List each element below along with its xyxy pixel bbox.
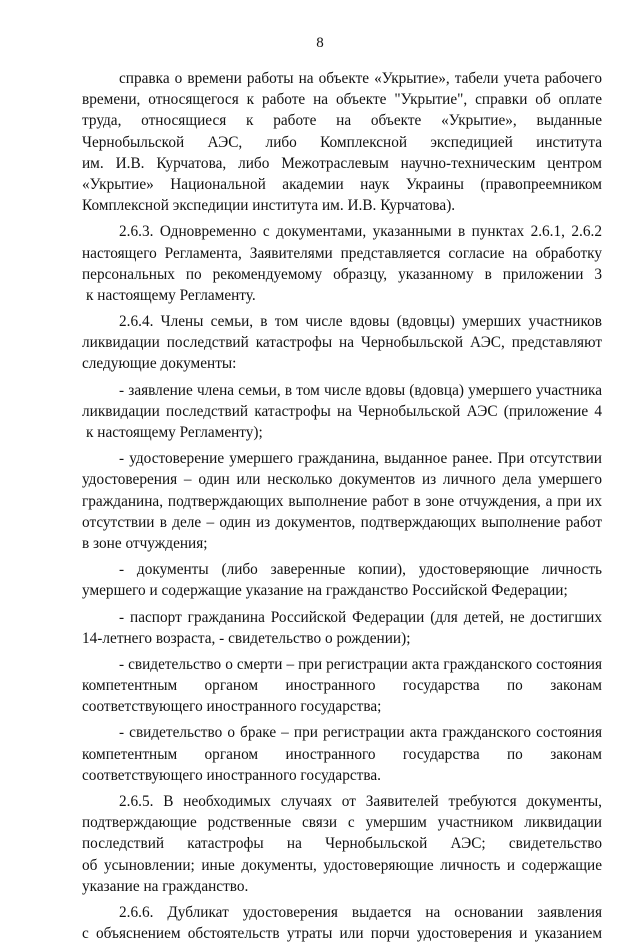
text-line: 2.6.6. Дубликат удостоверения выдается на основании заявления (119, 903, 602, 921)
text-line: - документы (либо заверенные копии), удостоверяющие личность (119, 561, 602, 579)
paragraph (82, 722, 602, 786)
text-line: - свидетельство о браке – при регистрации акта гражданского состояния (119, 724, 602, 742)
text-line: соответствующего иностранного государства. (82, 766, 381, 784)
text-line: об усыновлении; иные документы, удостоверяющие личность и содержащие (82, 856, 602, 874)
text-line: к настоящему Регламенту); (86, 424, 263, 441)
text-line: - заявление члена семьи, в том числе вдовы (вдовца) умершего участника (119, 381, 602, 399)
paragraph (82, 559, 602, 601)
text-line: умершего и содержащие указание на гражданство Российской Федерации; (82, 582, 568, 600)
text-line: следующие документы: (82, 355, 237, 373)
text-line: удостоверения – один или несколько документов из личного дела умершего (82, 471, 602, 489)
text-line: им. И.В. Курчатова, либо Межотраслевым научно-техническим центром (82, 154, 602, 172)
text-line: подтверждающие родственные связи с умершим участником ликвидации (82, 814, 602, 832)
text-line: времени, относящегося к работе на объекте "Укрытие", справки об оплате (82, 91, 602, 109)
text-line: компетентным органом иностранного государства по законам (82, 745, 602, 763)
text-line: 2.6.5. В необходимых случаях от Заявителей требуются документы, (119, 793, 602, 810)
text-line: - свидетельство о смерти – при регистрации акта гражданского состояния (119, 655, 602, 673)
text-line: персональных по рекомендуемому образцу, указанному в приложении 3 (82, 265, 602, 283)
paragraph (82, 68, 602, 216)
text-line: ликвидации последствий катастрофы на Чернобыльской АЭС (приложение 4 (82, 402, 602, 420)
text-line: - удостоверение умершего гражданина, выданное ранее. При отсутствии (119, 450, 602, 468)
text-line: отсутствии в деле – один из документов, подтверждающих выполнение работ (82, 513, 602, 531)
text-line: компетентным органом иностранного государства по законам (82, 677, 602, 695)
text-line: настоящего Регламента, Заявителями представляется согласие на обработку (82, 244, 602, 262)
paragraph (82, 791, 602, 897)
paragraph (82, 448, 602, 554)
document-body (82, 68, 602, 949)
text-line: 2.6.3. Одновременно с документами, указанными в пунктах 2.6.1, 2.6.2 (119, 223, 602, 241)
text-line: с объяснением обстоятельств утраты или порчи удостоверения и указанием (82, 925, 602, 943)
paragraph (82, 380, 602, 444)
text-line: «Укрытие» Национальной академии наук Украины (правопреемником (82, 175, 602, 193)
text-line: в зоне отчуждения; (82, 534, 208, 552)
paragraph (82, 607, 602, 649)
text-line: указание на гражданство. (82, 877, 249, 895)
text-line: соответствующего иностранного государства; (82, 698, 382, 716)
text-line: 14-летнего возраста, - свидетельство о рождении); (82, 629, 411, 647)
text-line: труда, относящиеся к работе на объекте «Укрытие», выданные (82, 112, 602, 130)
text-line: Комплексной экспедиции института им. И.В. Курчатова). (82, 197, 456, 215)
paragraph (82, 654, 602, 718)
paragraph (82, 902, 602, 944)
text-line: ликвидации последствий катастрофы на Чернобыльской АЭС, представляют (82, 334, 602, 352)
text-line: к настоящему Регламенту. (86, 286, 256, 304)
paragraph (82, 311, 602, 375)
page-number: 8 (316, 35, 324, 51)
text-line: гражданина, подтверждающих выполнение работ в зоне отчуждения, а при их (82, 492, 602, 510)
text-line: справка о времени работы на объекте «Укрытие», табели учета рабочего (119, 70, 602, 87)
text-line: 2.6.4. Члены семьи, в том числе вдовы (вдовцы) умерших участников (119, 313, 602, 331)
text-line: - паспорт гражданина Российской Федерации (для детей, не достигших (119, 608, 602, 626)
text-line: Чернобыльской АЭС, либо Комплексной экспедицией института (82, 133, 602, 151)
paragraph (82, 221, 602, 306)
text-line: последствий катастрофы на Чернобыльской АЭС; свидетельство (82, 835, 602, 853)
